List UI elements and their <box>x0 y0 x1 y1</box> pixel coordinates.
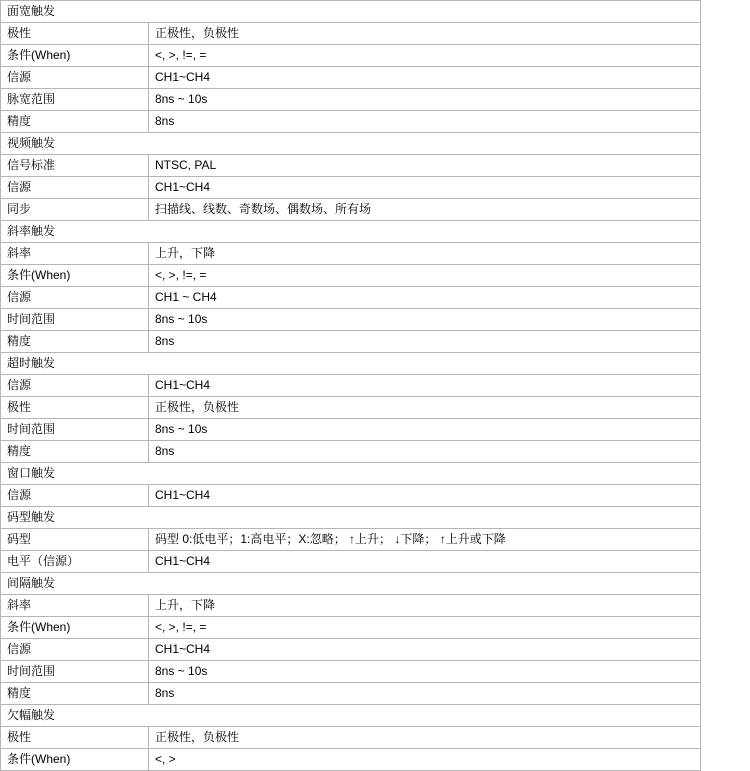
row-value: 正极性，负极性 <box>149 23 701 45</box>
row-label: 脉宽范围 <box>1 89 149 111</box>
table-section-row <box>1 133 701 155</box>
table-row <box>1 177 701 199</box>
row-label: 极性 <box>1 23 149 45</box>
row-value: CH1~CH4 <box>149 639 701 661</box>
row-label: 精度 <box>1 111 149 133</box>
row-label: 电平（信源） <box>1 551 149 573</box>
table-row <box>1 749 701 771</box>
table-row <box>1 529 701 551</box>
table-row <box>1 199 701 221</box>
row-value: 8ns ~ 10s <box>149 89 701 111</box>
table-row <box>1 309 701 331</box>
row-label: 信源 <box>1 67 149 89</box>
table-section-row <box>1 221 701 243</box>
section-label: 欠幅触发 <box>1 705 701 727</box>
table-section-row <box>1 705 701 727</box>
table-row <box>1 661 701 683</box>
row-value: 8ns ~ 10s <box>149 419 701 441</box>
row-label: 信号标准 <box>1 155 149 177</box>
table-row <box>1 551 701 573</box>
section-label: 间隔触发 <box>1 573 701 595</box>
table-row <box>1 441 701 463</box>
row-value: CH1~CH4 <box>149 177 701 199</box>
table-row <box>1 111 701 133</box>
row-value: 码型 0:低电平；1:高电平；X:忽略； ↑上升； ↓下降； ↑上升或下降 <box>149 529 701 551</box>
table-section-row <box>1 353 701 375</box>
row-value: 8ns <box>149 441 701 463</box>
table-row <box>1 23 701 45</box>
row-value: CH1~CH4 <box>149 551 701 573</box>
row-label: 同步 <box>1 199 149 221</box>
row-value: 8ns <box>149 683 701 705</box>
table-row <box>1 683 701 705</box>
row-label: 条件(When) <box>1 45 149 67</box>
row-label: 条件(When) <box>1 617 149 639</box>
table-row <box>1 397 701 419</box>
table-row <box>1 595 701 617</box>
row-value: 8ns ~ 10s <box>149 309 701 331</box>
table-row <box>1 617 701 639</box>
table-row <box>1 265 701 287</box>
table-row <box>1 155 701 177</box>
row-label: 精度 <box>1 441 149 463</box>
row-value: 8ns <box>149 111 701 133</box>
row-label: 时间范围 <box>1 309 149 331</box>
row-label: 极性 <box>1 727 149 749</box>
row-value: NTSC, PAL <box>149 155 701 177</box>
row-value: <, >, !=, = <box>149 617 701 639</box>
table-section-row <box>1 1 701 23</box>
table-section-row <box>1 507 701 529</box>
row-value: <, > <box>149 749 701 771</box>
row-value: <, >, !=, = <box>149 265 701 287</box>
table-row <box>1 45 701 67</box>
table-section-row <box>1 573 701 595</box>
section-label: 码型触发 <box>1 507 701 529</box>
table-body <box>1 1 701 771</box>
row-label: 时间范围 <box>1 419 149 441</box>
section-label: 窗口触发 <box>1 463 701 485</box>
row-label: 条件(When) <box>1 749 149 771</box>
section-label: 斜率触发 <box>1 221 701 243</box>
table-row <box>1 419 701 441</box>
section-label: 视频触发 <box>1 133 701 155</box>
row-value: 正极性，负极性 <box>149 727 701 749</box>
section-label: 面宽触发 <box>1 1 701 23</box>
row-value: CH1~CH4 <box>149 485 701 507</box>
row-label: 精度 <box>1 331 149 353</box>
row-value: <, >, !=, = <box>149 45 701 67</box>
section-label: 超时触发 <box>1 353 701 375</box>
row-value: 8ns <box>149 331 701 353</box>
table-section-row <box>1 463 701 485</box>
row-label: 信源 <box>1 485 149 507</box>
table-row <box>1 243 701 265</box>
table-row <box>1 485 701 507</box>
row-label: 条件(When) <box>1 265 149 287</box>
row-value: CH1~CH4 <box>149 67 701 89</box>
table-row <box>1 727 701 749</box>
row-value: CH1~CH4 <box>149 375 701 397</box>
row-label: 信源 <box>1 639 149 661</box>
row-label: 时间范围 <box>1 661 149 683</box>
row-label: 信源 <box>1 375 149 397</box>
row-label: 斜率 <box>1 243 149 265</box>
row-value: CH1 ~ CH4 <box>149 287 701 309</box>
table-row <box>1 331 701 353</box>
row-label: 信源 <box>1 287 149 309</box>
row-value: 8ns ~ 10s <box>149 661 701 683</box>
row-label: 斜率 <box>1 595 149 617</box>
row-value: 上升，下降 <box>149 595 701 617</box>
row-value: 正极性，负极性 <box>149 397 701 419</box>
table-row <box>1 639 701 661</box>
row-label: 信源 <box>1 177 149 199</box>
table-row <box>1 67 701 89</box>
row-value: 扫描线、线数、奇数场、偶数场、所有场 <box>149 199 701 221</box>
table-row <box>1 287 701 309</box>
row-label: 极性 <box>1 397 149 419</box>
row-label: 精度 <box>1 683 149 705</box>
table-row <box>1 375 701 397</box>
row-value: 上升，下降 <box>149 243 701 265</box>
row-label: 码型 <box>1 529 149 551</box>
table-row <box>1 89 701 111</box>
